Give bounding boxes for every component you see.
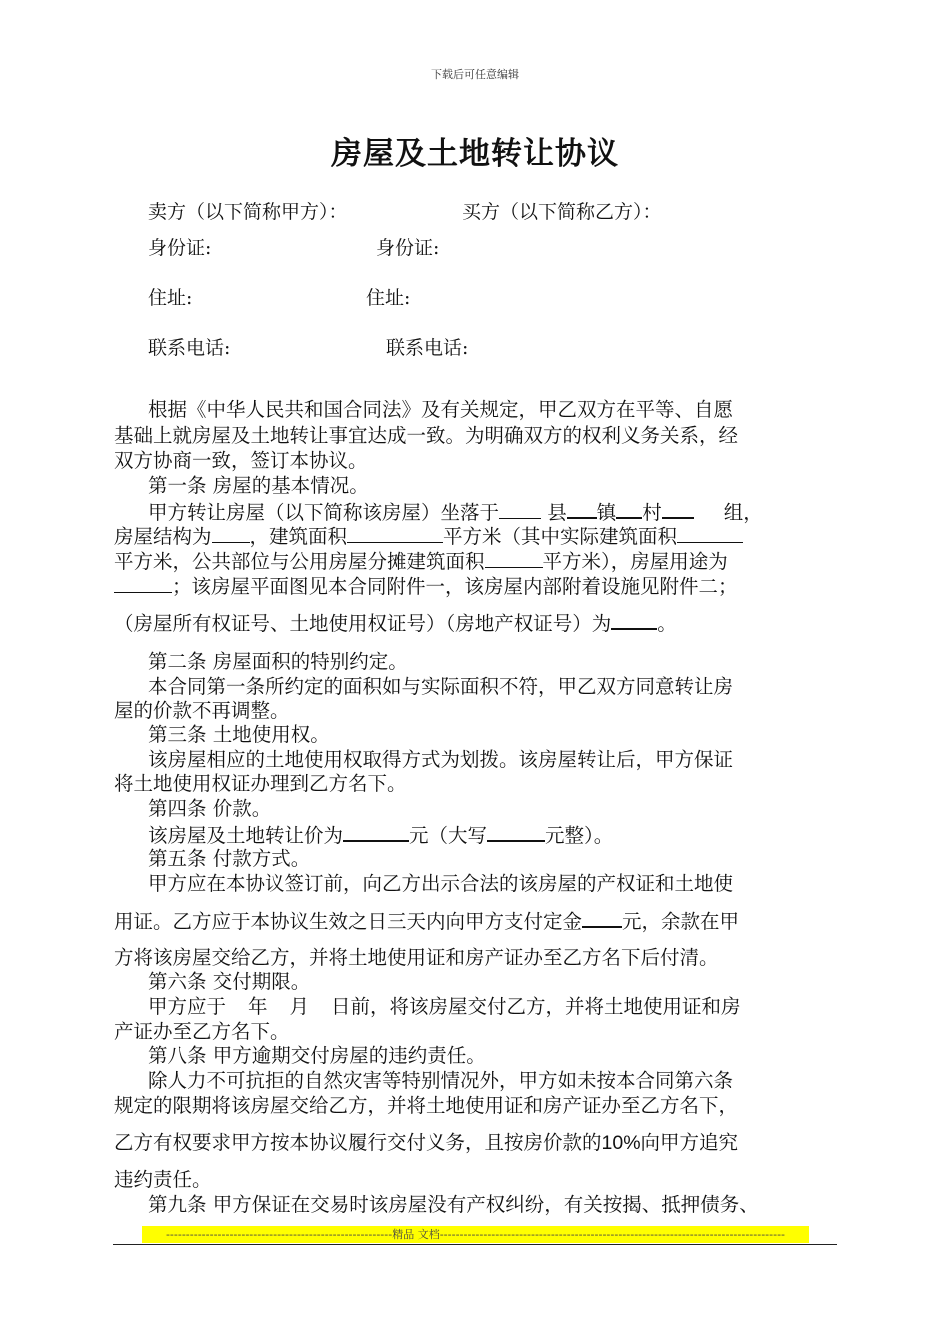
footer-dashes-left: --------------------------------------------------------- <box>165 1228 393 1241</box>
county-blank <box>567 499 597 519</box>
article-5-line-1: 甲方应在本协议签订前，向乙方出示合法的该房屋的产权证和土地使 <box>148 872 734 895</box>
text: 该房屋及土地转让价为 <box>148 824 344 847</box>
article-6-title: 第六条 交付期限。 <box>148 970 311 993</box>
text: ，建筑面积 <box>249 525 348 548</box>
seller-address-label: 住址: <box>148 287 193 309</box>
article-8-line-3 <box>114 1131 738 1155</box>
certificate-blank <box>611 610 657 630</box>
deposit-blank <box>582 908 622 928</box>
buyer-address-label: 住址: <box>366 287 411 309</box>
buyer-phone-label: 联系电话: <box>386 337 469 359</box>
article-1-line-2 <box>114 524 743 549</box>
text: 甲方应于 <box>148 995 227 1018</box>
article-2-line-2: 屋的价款不再调整。 <box>114 699 290 722</box>
footer-rule <box>113 1244 837 1245</box>
text: 平方米），房屋用途为 <box>542 550 728 573</box>
seller-id-label: 身份证: <box>148 237 212 259</box>
footer-band <box>142 1226 809 1243</box>
article-9-line-1: 第九条 甲方保证在交易时该房屋没有产权纠纷，有关按揭、抵押债务、 <box>148 1193 759 1216</box>
text: 月 <box>289 995 310 1018</box>
text: 。 <box>657 612 677 635</box>
buyer-label: 买方（以下简称乙方）： <box>462 201 662 223</box>
usage-blank <box>114 574 172 593</box>
article-8-line-4: 违约责任。 <box>114 1168 212 1191</box>
article-8-line-2: 规定的限期将该房屋交给乙方，并将土地使用证和房产证办至乙方名下， <box>114 1094 739 1117</box>
article-2-line-1: 本合同第一条所约定的面积如与实际面积不符，甲乙双方同意转让房 <box>148 675 734 698</box>
article-4-title: 第四条 价款。 <box>148 797 272 820</box>
text: 平方米，公共部位与公用房屋分摊建筑面积 <box>114 550 485 573</box>
location-blank <box>499 500 541 519</box>
actual-area-blank <box>677 524 743 543</box>
penalty-percent: 10% <box>601 1132 641 1154</box>
footer-dashes-right: --------------------------------------------------------------------------------------- <box>439 1228 786 1241</box>
article-1-line-1 <box>148 499 763 525</box>
article-8-line-1: 除人力不可抗拒的自然灾害等特别情况外，甲方如未按本合同第六条 <box>148 1069 734 1092</box>
text: 日前，将该房屋交付乙方，并将土地使用证和房 <box>331 995 741 1018</box>
article-2-title: 第二条 房屋面积的特别约定。 <box>148 650 408 673</box>
text: 平方米（其中实际建筑面积 <box>443 525 678 548</box>
text: 年 <box>248 995 268 1018</box>
intro-line-2: 基础上就房屋及土地转让事宜达成一致。为明确双方的权利义务关系，经 <box>114 424 739 447</box>
article-4-line-1 <box>148 822 613 848</box>
text: 组， <box>723 501 763 524</box>
building-area-blank <box>347 524 443 543</box>
village-blank <box>662 499 694 519</box>
price-blank <box>343 822 409 842</box>
intro-line-3: 双方协商一致，签订本协议。 <box>114 449 368 472</box>
buyer-id-label: 身份证: <box>376 237 440 259</box>
article-1-line-5 <box>114 610 677 636</box>
article-1-line-3 <box>114 549 728 574</box>
footer-text: 精品 文档 <box>392 1228 440 1241</box>
text: 房屋结构为 <box>114 525 212 548</box>
text: 用证。乙方应于本协议生效之日三天内向甲方支付定金 <box>114 910 583 933</box>
text: 元，余款在甲 <box>622 910 740 933</box>
text: 向甲方追究 <box>640 1131 739 1154</box>
article-8-title: 第八条 甲方逾期交付房屋的违约责任。 <box>148 1044 486 1067</box>
text: （房屋所有权证号、土地使用权证号）（房地产权证号）为 <box>114 612 612 635</box>
text: 镇 <box>596 501 617 524</box>
article-1-line-4 <box>114 574 738 599</box>
document-title: 房屋及土地转让协议 <box>331 136 619 172</box>
price-uppercase-blank <box>487 822 545 842</box>
seller-phone-label: 联系电话: <box>148 337 231 359</box>
article-6-line-2: 产证办至乙方名下。 <box>114 1020 290 1043</box>
seller-label: 卖方（以下简称甲方）： <box>148 201 348 223</box>
article-6-line-1 <box>148 995 741 1019</box>
article-3-line-1: 该房屋相应的土地使用权取得方式为划拨。该房屋转让后，甲方保证 <box>148 748 734 771</box>
article-1-title: 第一条 房屋的基本情况。 <box>148 474 369 497</box>
text: 元整）。 <box>545 824 614 847</box>
text: 村 <box>642 501 662 524</box>
text: 元（大写 <box>409 824 488 847</box>
article-3-line-2: 将土地使用权证办理到乙方名下。 <box>114 772 407 795</box>
town-blank <box>616 499 642 519</box>
text: 甲方转让房屋（以下简称该房屋）坐落于 <box>148 501 500 524</box>
shared-area-blank <box>485 549 543 568</box>
text: 县 <box>547 501 567 524</box>
text: 乙方有权要求甲方按本协议履行交付义务，且按房价款的 <box>114 1131 602 1154</box>
article-3-title: 第三条 土地使用权。 <box>148 723 330 746</box>
article-5-line-3: 方将该房屋交给乙方，并将土地使用证和房产证办至乙方名下后付清。 <box>114 946 719 969</box>
text: ；该房屋平面图见本合同附件一，该房屋内部附着设施见附件二； <box>172 575 738 598</box>
article-5-title: 第五条 付款方式。 <box>148 847 311 870</box>
structure-blank <box>212 524 250 543</box>
article-5-line-2 <box>114 908 739 934</box>
intro-line-1: 根据《中华人民共和国合同法》及有关规定，甲乙双方在平等、自愿 <box>148 398 734 421</box>
header-note: 下载后可任意编辑 <box>431 68 519 81</box>
